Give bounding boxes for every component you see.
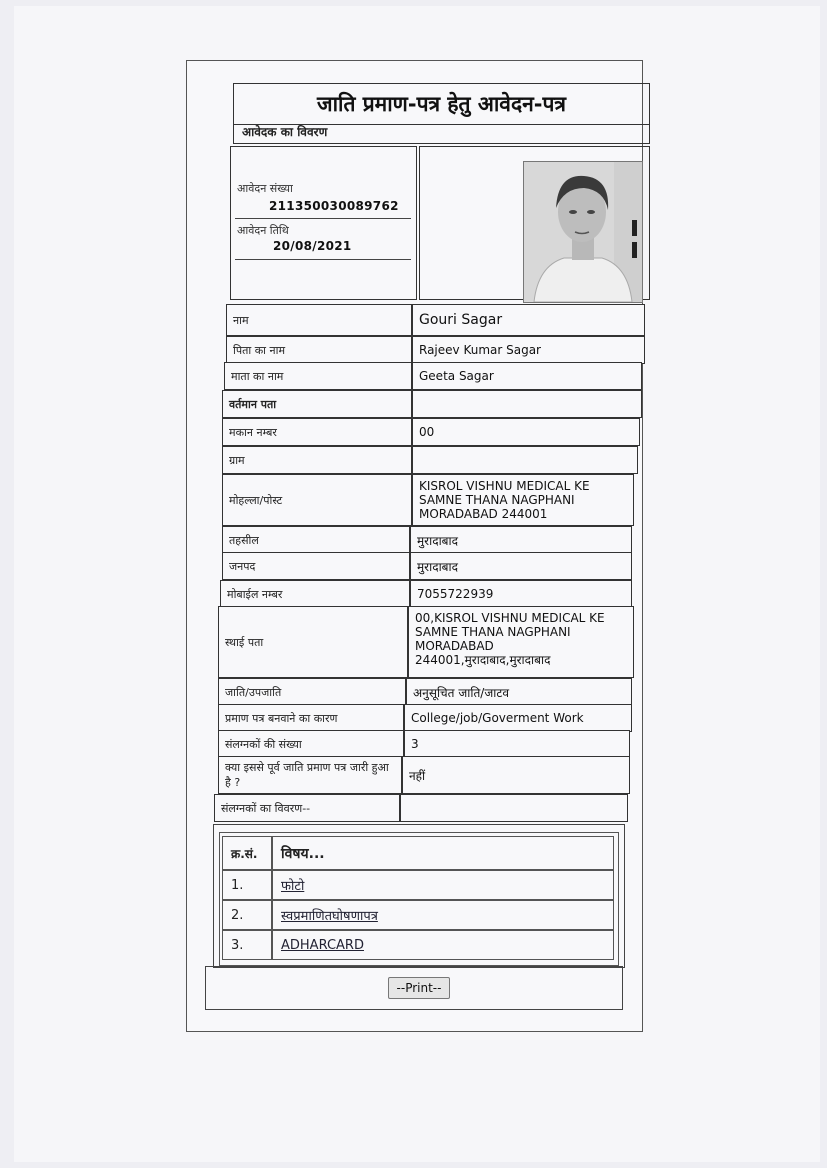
field-value: अनुसूचित जाति/जाटव bbox=[406, 678, 632, 706]
attachment-serial: 1. bbox=[222, 870, 272, 900]
field-label: माता का नाम bbox=[224, 362, 412, 390]
field-label: क्या इससे पूर्व जाति प्रमाण पत्र जारी हुआ है ? bbox=[218, 756, 402, 794]
form-title: जाति प्रमाण-पत्र हेतु आवेदन-पत्र bbox=[233, 83, 650, 125]
field-value: Gouri Sagar bbox=[412, 304, 645, 336]
field-value: मुरादाबाद bbox=[410, 552, 632, 580]
field-value: KISROL VISHNU MEDICAL KE SAMNE THANA NAGPHANI MORADABAD 244001 bbox=[412, 474, 634, 526]
field-value: Geeta Sagar bbox=[412, 362, 642, 390]
application-date: 20/08/2021 bbox=[273, 239, 352, 253]
attachments-header-row bbox=[222, 836, 614, 870]
field-label: जनपद bbox=[222, 552, 410, 580]
field-label: ग्राम bbox=[222, 446, 412, 474]
attachment-serial: 2. bbox=[222, 900, 272, 930]
divider bbox=[235, 218, 411, 219]
application-date-label: आवेदन तिथि bbox=[237, 224, 289, 237]
field-row bbox=[226, 336, 645, 364]
field-value: 7055722939 bbox=[410, 580, 632, 608]
application-details bbox=[230, 146, 417, 300]
section-heading: आवेदक का विवरण bbox=[233, 118, 650, 144]
field-label: पिता का नाम bbox=[226, 336, 412, 364]
applicant-info bbox=[230, 144, 650, 304]
field-row bbox=[218, 704, 632, 732]
application-number-label: आवेदन संख्या bbox=[237, 182, 293, 195]
attachment-link-photo[interactable]: फोटो bbox=[281, 879, 305, 894]
attachment-link-declaration[interactable]: स्वप्रमाणितघोषणापत्र bbox=[281, 909, 378, 924]
field-label: संलग्नकों का विवरण-- bbox=[214, 794, 400, 822]
field-label: तहसील bbox=[222, 526, 410, 554]
field-value: 3 bbox=[404, 730, 630, 758]
field-row bbox=[218, 678, 632, 706]
field-value: 00,KISROL VISHNU MEDICAL KE SAMNE THANA NAGPHANI MORADABAD 244001,मुरादाबाद,मुरादाबाद bbox=[408, 606, 634, 678]
serial-header: क्र.सं. bbox=[222, 836, 272, 870]
field-label: मकान नम्बर bbox=[222, 418, 412, 446]
print-button[interactable]: --Print-- bbox=[388, 977, 450, 999]
attachment-row bbox=[222, 900, 614, 930]
field-row bbox=[214, 794, 628, 822]
field-row bbox=[222, 474, 634, 526]
field-row bbox=[218, 756, 630, 794]
field-label: स्थाई पता bbox=[218, 606, 408, 678]
attachment-serial: 3. bbox=[222, 930, 272, 960]
field-row bbox=[218, 606, 634, 678]
field-value bbox=[412, 446, 638, 474]
attachment-row bbox=[222, 870, 614, 900]
field-row bbox=[224, 362, 642, 390]
field-label: मोहल्ला/पोस्ट bbox=[222, 474, 412, 526]
field-value: नहीं bbox=[402, 756, 630, 794]
field-label: संलग्नकों की संख्या bbox=[218, 730, 404, 758]
field-row bbox=[226, 304, 645, 336]
field-label: मोबाईल नम्बर bbox=[220, 580, 410, 608]
divider bbox=[235, 259, 411, 260]
field-label: वर्तमान पता bbox=[222, 390, 412, 418]
field-row bbox=[222, 446, 638, 474]
field-row bbox=[222, 418, 640, 446]
field-label: प्रमाण पत्र बनवाने का कारण bbox=[218, 704, 404, 732]
subject-header: विषय... bbox=[272, 836, 614, 870]
attachment-row bbox=[222, 930, 614, 960]
field-value: College/job/Goverment Work bbox=[404, 704, 632, 732]
field-value: Rajeev Kumar Sagar bbox=[412, 336, 645, 364]
field-row bbox=[218, 730, 630, 758]
field-row bbox=[222, 526, 632, 554]
field-row bbox=[222, 552, 632, 580]
photo-cell bbox=[419, 146, 650, 300]
field-label: नाम bbox=[226, 304, 412, 336]
field-row bbox=[222, 390, 642, 418]
attachment-link-adharcard[interactable]: ADHARCARD bbox=[281, 937, 364, 953]
applicant-photo bbox=[523, 161, 643, 303]
field-label: जाति/उपजाति bbox=[218, 678, 406, 706]
field-value: 00 bbox=[412, 418, 640, 446]
field-row bbox=[220, 580, 632, 608]
field-value bbox=[400, 794, 628, 822]
field-value bbox=[412, 390, 642, 418]
field-value: मुरादाबाद bbox=[410, 526, 632, 554]
application-number: 211350030089762 bbox=[269, 199, 399, 213]
